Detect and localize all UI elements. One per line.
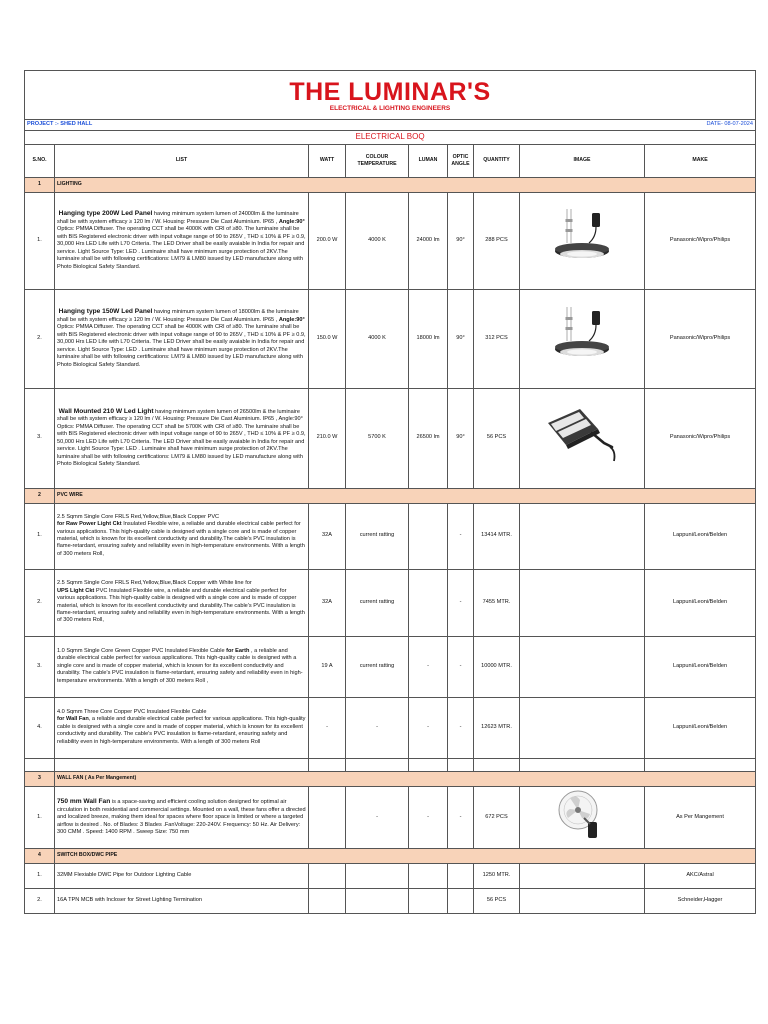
- col-quantity: QUANTITY: [474, 144, 520, 177]
- row-quantity: 312 PCS: [474, 289, 520, 388]
- row-watt: 32A: [309, 503, 346, 569]
- row-optic: 90°: [448, 388, 474, 488]
- product-image-highbay: [520, 192, 645, 289]
- row-make: Panasonic/Wipro/Philips: [645, 388, 756, 488]
- row-sno: 1.: [25, 863, 55, 888]
- item-title: Wall Mounted 210 W Led Light: [58, 407, 154, 415]
- section-row: [25, 771, 756, 786]
- section-number: 1: [25, 177, 55, 192]
- table-row: [25, 388, 756, 488]
- row-make: Schneider,Hagger: [645, 888, 756, 913]
- row-luman: 26500 lm: [409, 388, 448, 488]
- row-luman: -: [409, 636, 448, 697]
- company-name: THE LUMINAR'S: [289, 78, 491, 107]
- row-luman: [409, 569, 448, 636]
- row-sno: 3.: [25, 636, 55, 697]
- item-title: Hanging type 150W Led Panel: [58, 308, 153, 316]
- row-colour: 4000 K: [346, 289, 409, 388]
- row-make: Panasonic/Wipro/Philips: [645, 289, 756, 388]
- row-image-empty: [520, 569, 645, 636]
- row-make: Lappuni/Leoni/Belden: [645, 503, 756, 569]
- row-watt: 210.0 W: [309, 388, 346, 488]
- row-sno: 1.: [25, 192, 55, 289]
- row-quantity: 12623 MTR.: [474, 697, 520, 758]
- row-make: Panasonic/Wipro/Philips: [645, 192, 756, 289]
- row-description: 32MM Flexiable DWC Pipe for Outdoor Lighting Cable: [55, 863, 309, 888]
- col-optic: OPTIC ANGLE: [448, 144, 474, 177]
- section-number: 3: [25, 771, 55, 786]
- section-row: [25, 848, 756, 863]
- row-sno: 4.: [25, 697, 55, 758]
- row-optic: 90°: [448, 289, 474, 388]
- row-description: 2.5 Sqmm Single Core FRLS Red,Yellow,Blue,Black Copper PVC for Raw Power Light Ckt Insulated Flexible wire, a reliable and durable electrical cable perfect for various applications. This high-quality cable is designed with a single core and is made of copper material, which is known for its excellent conductivity and durability.The cable's PVC insulation is flame-retardant, ensuring safety and reliability even in high-temperature environments. With a length of 300 meters Roll,: [55, 503, 309, 569]
- section-number: 2: [25, 488, 55, 503]
- row-optic: -: [448, 636, 474, 697]
- row-colour: -: [346, 697, 409, 758]
- row-watt: [309, 786, 346, 848]
- table-row: [25, 786, 756, 848]
- row-sno: 3.: [25, 388, 55, 488]
- row-quantity: 56 PCS: [474, 388, 520, 488]
- table-row: [25, 569, 756, 636]
- product-image-wall-fan: [520, 786, 645, 848]
- row-colour: current ratting: [346, 569, 409, 636]
- row-sno: 2.: [25, 289, 55, 388]
- section-title: LIGHTING: [55, 177, 756, 192]
- row-description: 1.0 Sqmm Single Core Green Copper PVC Insulated Flexible Cable for Earth , a reliable and durable electrical cable perfect for various applications. This high-quality cable is designed with a single core and is made of copper material, which is known for its excellent conductivity and durability. The cable's PVC insulation is flame-retardant, ensuring safety and reliability even in high-temperature environments. With a length of 300 meters Roll ,: [55, 636, 309, 697]
- table-row: [25, 503, 756, 569]
- column-header-row: [25, 144, 756, 177]
- row-description: 2.5 Sqmm Single Core FRLS Red,Yellow,Blue,Black Copper with White line for UPS Light Ckt PVC Insulated Flexible wire, a reliable and durable electrical cable perfect for various applications. This high-quality cable is designed with a single core and is made of copper material, which is known for its excellent conductivity and durability.The cable's PVC insulation is flame-retardant, ensuring safety and reliability even in high-temperature environments. With a length of 300 meters Roll,: [55, 569, 309, 636]
- project-label: PROJECT :- SHED HALL: [25, 120, 520, 131]
- section-row: [25, 177, 756, 192]
- table-row: [25, 192, 756, 289]
- row-description: Wall Mounted 210 W Led Light having minimum system lumen of 26500lm & the luminaire shall be with system efficacy ≥ 120 lm / W. Housing: Pressure Die Cast Aluminium. IP65 , Angle:90° Optics: PMMA Diffuser. The operating CCT shall be 5700K with CRI of ≥80. The luminaire shall be with BIS Registered electronic driver with input voltage range of 90 to 265V , THD ≤ 10% & PF ≥ 0.9, 50,000 Hrs LED Life with L70 Criteria. The LED Driver shall be easily avaiable in India for repair and service. Light Source Type: LED . Luminaire shall have minimum surge protection of 2KV.The luminaire shall be with following certifications: LM79 & LM80 issued by LED manufacture along with Photo Biological Safety Standard.: [55, 388, 309, 488]
- section-title: SWITCH BOX/DWC PIPE: [55, 848, 756, 863]
- product-image-wall-light: [520, 388, 645, 488]
- row-description: 750 mm Wall Fan is a space-saving and efficient cooling solution designed for optimal air circulation in both residential and commercial settings. Mounted on a wall, these fans offer a directed and localized breeze, making them ideal for spaces where floor space is limited or where a targeted airflow is desired . No. of Blades: 3 Blades .FanVoltage: 220-240V. Frequency: 50 Hz. Air Delivery: 300 CMM . Speed: 1400 RPM . Sweep Size: 750 mm: [55, 786, 309, 848]
- table-row: [25, 863, 756, 888]
- section-number: 4: [25, 848, 55, 863]
- spacer-row: [25, 758, 756, 771]
- col-colour: COLOUR TEMPERATURE: [346, 144, 409, 177]
- row-image-empty: [520, 636, 645, 697]
- row-quantity: 7455 MTR.: [474, 569, 520, 636]
- table-row: [25, 697, 756, 758]
- row-colour: 4000 K: [346, 192, 409, 289]
- row-quantity: 672 PCS: [474, 786, 520, 848]
- row-optic: -: [448, 569, 474, 636]
- row-luman: -: [409, 786, 448, 848]
- row-optic: -: [448, 697, 474, 758]
- row-sno: 2.: [25, 888, 55, 913]
- item-title: Hanging type 200W Led Panel: [58, 210, 153, 218]
- col-make: MAKE: [645, 144, 756, 177]
- product-image-highbay: [520, 289, 645, 388]
- item-title: 750 mm Wall Fan: [57, 797, 111, 805]
- row-colour: current ratting: [346, 503, 409, 569]
- row-watt: 32A: [309, 569, 346, 636]
- row-image-empty: [520, 503, 645, 569]
- row-optic: 90°: [448, 192, 474, 289]
- row-description: 16A TPN MCB with Incloser for Street Lighting Termination: [55, 888, 309, 913]
- table-row: [25, 888, 756, 913]
- row-luman: 18000 lm: [409, 289, 448, 388]
- boq-table: [24, 70, 756, 914]
- company-tagline: ELECTRICAL & LIGHTING ENGINEERS: [329, 105, 451, 113]
- row-quantity: 10000 MTR.: [474, 636, 520, 697]
- row-colour: current ratting: [346, 636, 409, 697]
- row-make: AKC/Astral: [645, 863, 756, 888]
- col-list: LIST: [55, 144, 309, 177]
- row-watt: 200.0 W: [309, 192, 346, 289]
- row-luman: -: [409, 697, 448, 758]
- row-luman: [409, 503, 448, 569]
- table-row: [25, 289, 756, 388]
- row-quantity: 13414 MTR.: [474, 503, 520, 569]
- row-optic: -: [448, 503, 474, 569]
- row-watt: -: [309, 697, 346, 758]
- col-watt: WATT: [309, 144, 346, 177]
- company-header: [25, 71, 756, 120]
- row-watt: 19 A: [309, 636, 346, 697]
- row-sno: 2.: [25, 569, 55, 636]
- row-make: As Per Mangement: [645, 786, 756, 848]
- section-title: PVC WIRE: [55, 488, 756, 503]
- section-row: [25, 488, 756, 503]
- col-sno: S.NO.: [25, 144, 55, 177]
- row-make: Lappuni/Leoni/Belden: [645, 569, 756, 636]
- row-watt: 150.0 W: [309, 289, 346, 388]
- row-optic: -: [448, 786, 474, 848]
- doc-title: ELECTRICAL BOQ: [25, 131, 756, 145]
- row-sno: 1.: [25, 503, 55, 569]
- row-quantity: 56 PCS: [474, 888, 520, 913]
- row-quantity: 1250 MTR.: [474, 863, 520, 888]
- col-luman: LUMAN: [409, 144, 448, 177]
- row-image-empty: [520, 697, 645, 758]
- row-description: 4.0 Sqmm Three Core Copper PVC Insulated Flexible Cable for Wall Fan, a reliable and durable electrical cable perfect for various applications. This high-quality cable is designed with a single core and is made of copper material, which is known for its excellent conductivity and durability. The cable's PVC insulation is flame-retardant, ensuring safety and reliability even in high-temperature environments. With a length of 300 meters Roll: [55, 697, 309, 758]
- row-colour: 5700 K: [346, 388, 409, 488]
- row-description: Hanging type 200W Led Panel having minimum system lumen of 24000lm & the luminaire shall be with system efficacy ≥ 120 lm / W. Housing: Pressure Die Cast Aluminium. IP65 , Angle:90° Optics: PMMA Diffuser. The operating CCT shall be 4000K with CRI of ≥80. The luminaire shall be with BIS Registered electronic driver with input voltage range of 90 to 265V , THD ≤ 10% & PF ≥ 0.9, 30,000 Hrs LED Life with L70 Criteria. The LED Driver shall be easily avaiable in India for repair and service. Light Source Type: LED . Luminaire shall have minimum surge protection of 2KV.The luminaire shall be with following certifications: LM79 & LM80 issued by LED manufacture along with Photo Biological Safety Standard.: [55, 192, 309, 289]
- table-row: [25, 636, 756, 697]
- row-description: Hanging type 150W Led Panel having minimum system lumen of 18000lm & the luminaire shall be with system efficacy ≥ 120 lm / W. Housing: Pressure Die Cast Aluminium. IP65 , Angle:90° Optics: PMMA Diffuser. The operating CCT shall be 4000K with CRI of ≥80. The luminaire shall be with BIS Registered electronic driver with input voltage range of 90 to 265V , THD ≤ 10% & PF ≥ 0.9, 30,000 Hrs LED Life with L70 Criteria. The LED Driver shall be easily avaiable in India for repair and service. Light Source Type: LED . Luminaire shall have minimum surge protection of 2KV.The luminaire shall be with following certifications: LM79 & LM80 issued by LED manufacture along with Photo Biological Safety Standard.: [55, 289, 309, 388]
- row-colour: -: [346, 786, 409, 848]
- boq-sheet: [24, 70, 755, 914]
- row-luman: 24000 lm: [409, 192, 448, 289]
- row-make: Lappuni/Leoni/Belden: [645, 697, 756, 758]
- row-make: Lappuni/Leoni/Belden: [645, 636, 756, 697]
- col-image: IMAGE: [520, 144, 645, 177]
- row-sno: 1.: [25, 786, 55, 848]
- row-quantity: 288 PCS: [474, 192, 520, 289]
- date-label: DATE- 08-07-2024: [520, 120, 756, 131]
- section-title: WALL FAN ( As Per Mangement): [55, 771, 756, 786]
